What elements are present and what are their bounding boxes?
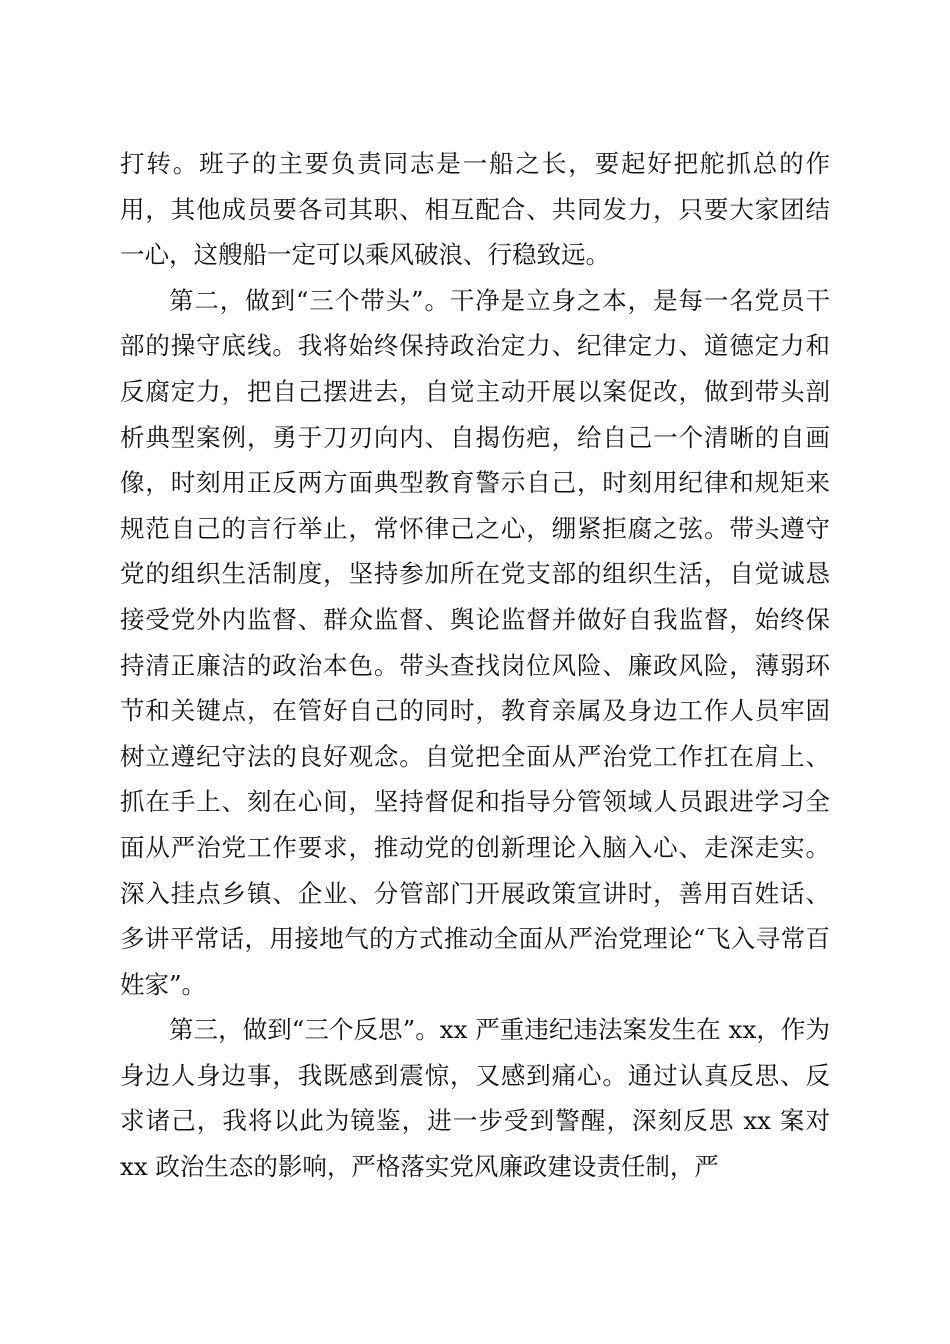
document-body <box>120 141 830 1190</box>
paragraph-1: 打转。班子的主要负责同志是一船之长，要起好把舵抓总的作用，其他成员要各司其职、相互配合、共同发力，只要大家团结一心，这艘船一定可以乘风破浪、行稳致远。 <box>120 149 830 270</box>
paragraph-3: 第三，做到“三个反思”。xx 严重违纪违法案发生在 xx，作为身边人身边事，我既感到震惊，又感到痛心。通过认真反思、反求诸己，我将以此为镜鉴，进一步受到警醒，深刻反思 xx 案对 xx 政治生态的影响，严格落实党风廉政建设责任制，严 <box>120 1015 830 1182</box>
paragraph-2: 第二，做到“三个带头”。干净是立身之本，是每一名党员干部的操守底线。我将始终保持政治定力、纪律定力、道德定力和反腐定力，把自己摆进去，自觉主动开展以案促改，做到带头剖析典型案例，勇于刀刃向内、自揭伤疤，给自己一个清晰的自画像，时刻用正反两方面典型教育警示自己，时刻用纪律和规矩来规范自己的言行举止，常怀律己之心，绷紧拒腐之弦。带头遵守党的组织生活制度，坚持参加所在党支部的组织生活，自觉诚恳接受党外内监督、群众监督、舆论监督并做好自我监督，始终保持清正廉洁的政治本色。带头查找岗位风险、廉政风险，薄弱环节和关键点，在管好自己的同时，教育亲属及身边工作人员牢固树立遵纪守法的良好观念。自觉把全面从严治党工作扛在肩上、抓在手上、刻在心间，坚持督促和指导分管领域人员跟进学习全面从严治党工作要求，推动党的创新理论入脑入心、走深走实。深入挂点乡镇、企业、分管部门开展政策宣讲时，善用百姓话、多讲平常话，用接地气的方式推动全面从严治党理论“飞入寻常百姓家”。 <box>120 285 830 999</box>
